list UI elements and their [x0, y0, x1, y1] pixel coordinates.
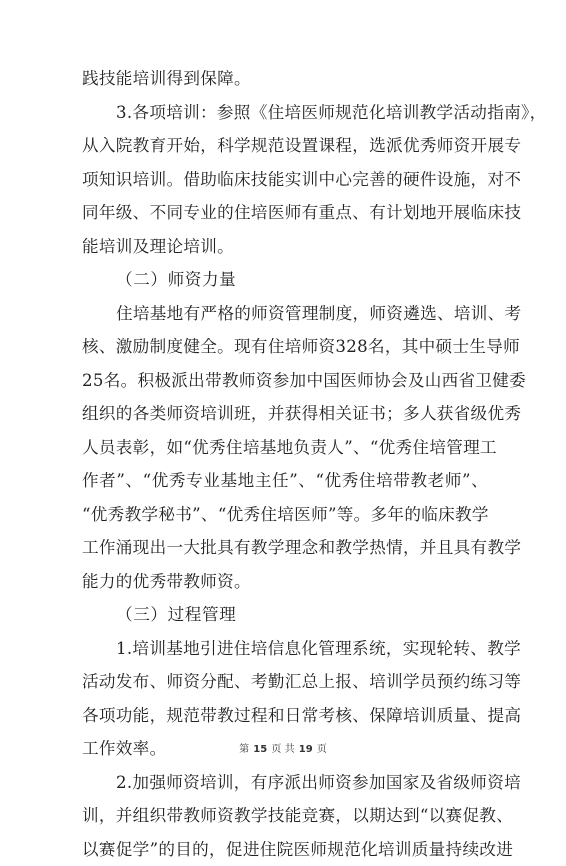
paragraph-line: 工作效率。: [82, 732, 488, 766]
footer-middle: 页 共: [271, 744, 294, 755]
section-heading: （二）师资力量: [82, 263, 488, 297]
paragraph-line: 人员表彰，如“优秀住培基地负责人”、“优秀住培管理工: [82, 431, 488, 465]
section-heading: （三）过程管理: [82, 598, 488, 632]
paragraph-line: 1.培训基地引进住培信息化管理系统，实现轮转、教学: [82, 632, 488, 666]
paragraph-line: 核、激励制度健全。现有住培师资328名，其中硕士生导师: [82, 330, 488, 364]
paragraph-line: 2.加强师资培训，有序派出师资参加国家及省级师资培: [82, 766, 488, 800]
paragraph-line: 以赛促学”的目的，促进住院医师规范化培训质量持续改进: [82, 833, 488, 866]
paragraph-line: 活动发布、师资分配、考勤汇总上报、培训学员预约练习等: [82, 665, 488, 699]
paragraph-line: 各项功能，规范带教过程和日常考核、保障培训质量、提高: [82, 699, 488, 733]
paragraph-line: 住培基地有严格的师资管理制度，师资遴选、培训、考: [82, 297, 488, 331]
paragraph-line: 组织的各类师资培训班，并获得相关证书；多人获省级优秀: [82, 397, 488, 431]
paragraph-line: 同年级、不同专业的住培医师有重点、有计划地开展临床技: [82, 196, 488, 230]
paragraph-line: “优秀教学秘书”、“优秀住培医师”等。多年的临床教学: [82, 498, 488, 532]
paragraph-line: 能力的优秀带教师资。: [82, 565, 488, 599]
paragraph-line: 3.各项培训：参照《住培医师规范化培训教学活动指南》，: [82, 96, 488, 130]
footer-suffix: 页: [317, 744, 327, 755]
footer-prefix: 第: [239, 744, 249, 755]
paragraph-line: 从入院教育开始，科学规范设置课程，选派优秀师资开展专: [82, 129, 488, 163]
paragraph-line: 25名。积极派出带教师资参加中国医师协会及山西省卫健委: [82, 364, 488, 398]
paragraph-line: 作者”、“优秀专业基地主任”、“优秀住培带教老师”、: [82, 464, 488, 498]
paragraph-line: 项知识培训。借助临床技能实训中心完善的硬件设施，对不: [82, 163, 488, 197]
page-footer: [0, 740, 566, 755]
paragraph-line: 工作涌现出一大批具有教学理念和教学热情，并且具有教学: [82, 531, 488, 565]
current-page-number: 15: [252, 744, 268, 755]
paragraph-line: 能培训及理论培训。: [82, 230, 488, 264]
paragraph-line: 训，并组织带教师资教学技能竞赛，以期达到“以赛促教、: [82, 799, 488, 833]
paragraph-line: 践技能培训得到保障。: [82, 62, 488, 96]
total-page-count: 19: [298, 744, 314, 755]
